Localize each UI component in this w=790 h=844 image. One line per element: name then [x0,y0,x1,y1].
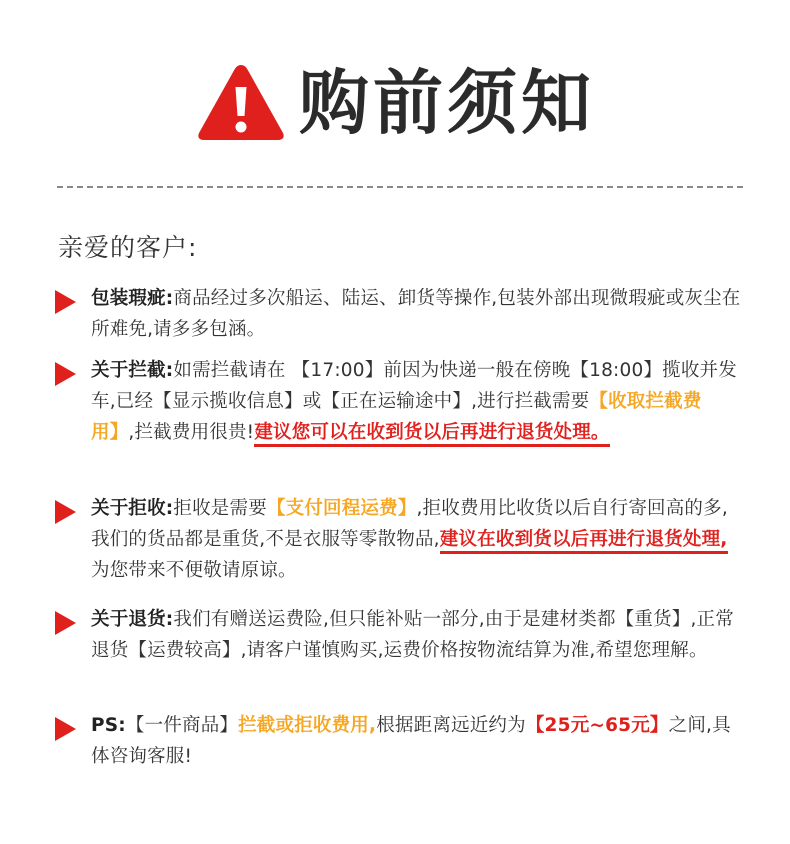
greeting: 亲爱的客户: [58,233,198,262]
notice-body-end: 为您带来不便敬请原谅。 [91,560,297,581]
notice-label: 关于退货: [91,609,174,630]
notice-interception [55,355,745,448]
notice-packaging [55,283,745,345]
suggestion-underlined: 建议您可以在收到货以后再进行退货处理。 [254,422,609,447]
dashed-divider [57,186,743,188]
notice-returns [55,604,745,666]
red-arrow-icon [55,611,76,635]
notice-body-cont: 根据距离远近约为 [376,715,526,736]
page-header [0,55,790,150]
notice-body-cont: ,拦截费用很贵! [128,422,255,443]
notice-text [91,283,745,345]
red-arrow-icon [55,500,76,524]
notice-body: 我们有赠送运费险,但只能补贴一部分,由于是建材类都【重货】,正常退货【运费较高】,请客户谨慎购买,运费价格按物流结算为准,希望您理解。 [91,609,734,661]
fee-highlight: 【支付回程运费】 [266,498,417,519]
fee-highlight: 【收取拦截费用】 [91,391,702,443]
fee-highlight: 拦截或拒收费用, [238,715,377,736]
notice-label: 包装瑕疵: [91,288,174,309]
notice-body-end: 之间,具体咨询客服! [91,715,731,767]
suggestion-underlined: 建议在收到货以后再进行退货处理, [440,529,728,554]
red-arrow-icon [55,362,76,386]
notice-body: 商品经过多次船运、陆运、卸货等操作,包装外部出现微瑕疵或灰尘在所难免,请多多包涵。 [91,288,741,340]
red-arrow-icon [55,717,76,741]
notice-label: 关于拦截: [91,360,174,381]
notice-text [91,604,745,666]
notice-body-cont: ,拒收费用比收货以后自行寄回高的多,我们的货品都是重货,不是衣服等零散物品, [91,498,728,550]
notice-body: 如需拦截请在 【17:00】前因为快递一般在傍晚【18:00】揽收并发车,已经【显示揽收信息】或【正在运输途中】,进行拦截需要 [91,360,737,412]
warning-triangle-icon [195,61,287,145]
notice-label: 关于拒收: [91,498,174,519]
notice-body: 【一件商品】 [125,715,239,736]
red-arrow-icon [55,290,76,314]
notice-label: PS: [91,715,126,736]
price-range-highlight: 【25元~65元】 [525,715,669,736]
notice-rejection [55,493,745,586]
notice-ps [55,710,745,772]
notice-body: 拒收是需要 [173,498,267,519]
page-title: 购前须知 [299,61,595,144]
notice-text [91,355,745,448]
notice-text [91,710,745,772]
notice-text [91,493,745,586]
